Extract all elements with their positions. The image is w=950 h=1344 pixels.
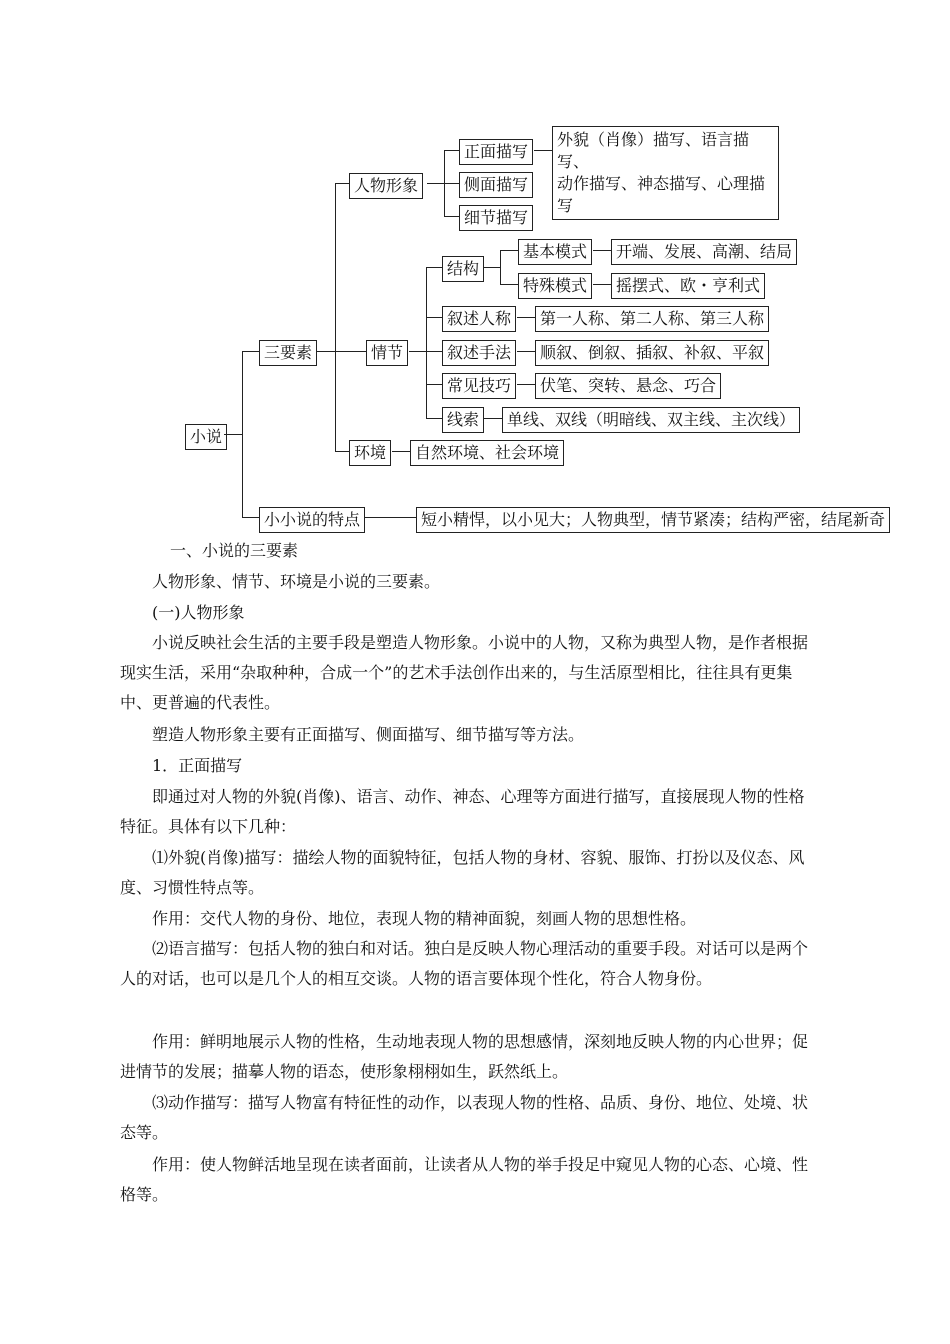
connector (335, 451, 349, 452)
diagram-character: 人物形象 (349, 173, 423, 199)
paragraph: 人物形象、情节、环境是小说的三要素。 (152, 572, 441, 591)
diagram-structure: 结构 (442, 256, 484, 282)
connector (444, 150, 459, 151)
diagram-direct-detail (552, 126, 779, 220)
diagram-clue: 线索 (442, 407, 484, 433)
diagram-environment-detail: 自然环境、社会环境 (410, 440, 564, 466)
paragraph: ⑵语言描写：包括人物的独白和对话。独白是反映人物心理活动的重要手段。对话可以是两个人的对话，也可以是几个人的相互交谈。人物的语言要体现个性化，符合人物身份。 (120, 939, 809, 988)
connector (426, 351, 442, 352)
connector (517, 351, 535, 352)
section-heading: 一、小说的三要素 (170, 541, 299, 560)
connector (500, 284, 518, 285)
connector (426, 418, 442, 419)
connector (500, 250, 501, 284)
diagram-plot: 情节 (366, 340, 408, 366)
connector (426, 267, 442, 268)
connector (500, 250, 518, 251)
diagram-direct-description: 正面描写 (459, 139, 533, 165)
connector (242, 517, 260, 518)
connector (484, 418, 502, 419)
diagram-narrative-method-detail: 顺叙、倒叙、插叙、补叙、平叙 (535, 340, 769, 366)
diagram-common-skills: 常见技巧 (442, 373, 516, 399)
connector (392, 451, 410, 452)
connector (317, 351, 335, 352)
diagram-special-mode: 特殊模式 (518, 273, 592, 299)
connector (444, 216, 459, 217)
paragraph: ⑶动作描写：描写人物富有特征性的动作，以表现人物的性格、品质、身份、地位、处境、状态等。 (120, 1093, 809, 1142)
diagram-side-description: 侧面描写 (459, 172, 533, 198)
diagram-basic-mode: 基本模式 (518, 239, 592, 265)
paragraph: 即通过对人物的外貌(肖像)、语言、动作、神态、心理等方面进行描写，直接展现人物的性格特征。具体有以下几种： (120, 787, 805, 836)
connector (364, 517, 416, 518)
connector (224, 434, 242, 435)
connector (517, 317, 535, 318)
direct-detail-line: 动作描写、神态描写、心理描写 (557, 174, 766, 215)
diagram-three-elements: 三要素 (259, 340, 317, 366)
connector (444, 183, 459, 184)
connector (335, 183, 336, 451)
diagram-basic-mode-detail: 开端、发展、高潮、结局 (611, 239, 797, 265)
diagram-flash-fiction-feature: 小小说的特点 (259, 507, 365, 533)
direct-detail-line: 外貌（肖像）描写、语言描写、 (557, 130, 750, 171)
connector (484, 267, 500, 268)
paragraph: 小说反映社会生活的主要手段是塑造人物形象。小说中的人物，又称为典型人物，是作者根据现实生活，采用“杂取种种，合成一个”的艺术手法创作出来的，与生活原型相比，往往具有更集中、更普遍的代表性。 (120, 633, 809, 712)
connector (534, 150, 552, 151)
connector (593, 250, 611, 251)
connector (426, 267, 427, 418)
diagram-narrative-method: 叙述手法 (442, 340, 516, 366)
paragraph: 作用：交代人物的身份、地位，表现人物的精神面貌，刻画人物的思想性格。 (152, 909, 697, 928)
diagram-detail-description: 细节描写 (459, 205, 533, 231)
paragraph: 塑造人物形象主要有正面描写、侧面描写、细节描写等方法。 (152, 725, 585, 744)
diagram-narrative-person-detail: 第一人称、第二人称、第三人称 (535, 306, 769, 332)
diagram-common-skills-detail: 伏笔、突转、悬念、巧合 (535, 373, 721, 399)
diagram-special-mode-detail: 摇摆式、欧・亨利式 (611, 273, 765, 299)
connector (335, 183, 349, 184)
diagram-environment: 环境 (349, 440, 391, 466)
connector (517, 384, 535, 385)
paragraph: ⑴外貌(肖像)描写：描绘人物的面貌特征，包括人物的身材、容貌、服饰、打扮以及仪态、风度、习惯性特点等。 (120, 848, 805, 897)
connector (242, 351, 243, 517)
diagram-narrative-person: 叙述人称 (442, 306, 516, 332)
diagram-root-novel: 小说 (185, 424, 227, 450)
connector (335, 351, 366, 352)
diagram-clue-detail: 单线、双线（明暗线、双主线、主次线） (502, 407, 800, 433)
diagram-flash-fiction-feature-detail: 短小精悍，以小见大；人物典型，情节紧凑；结构严密，结尾新奇 (416, 507, 890, 533)
subsection-heading: (一)人物形象 (152, 603, 245, 622)
connector (426, 384, 442, 385)
paragraph: 作用：鲜明地展示人物的性格，生动地表现人物的思想感情，深刻地反映人物的内心世界；促进情节的发展；描摹人物的语态，使形象栩栩如生，跃然纸上。 (120, 1032, 809, 1081)
connector (427, 183, 444, 184)
connector (426, 317, 442, 318)
subsection-heading: 1．正面描写 (152, 756, 243, 775)
connector (593, 284, 611, 285)
connector (242, 351, 260, 352)
connector (409, 351, 426, 352)
paragraph: 作用：使人物鲜活地呈现在读者面前，让读者从人物的举手投足中窥见人物的心态、心境、性格等。 (120, 1155, 809, 1204)
